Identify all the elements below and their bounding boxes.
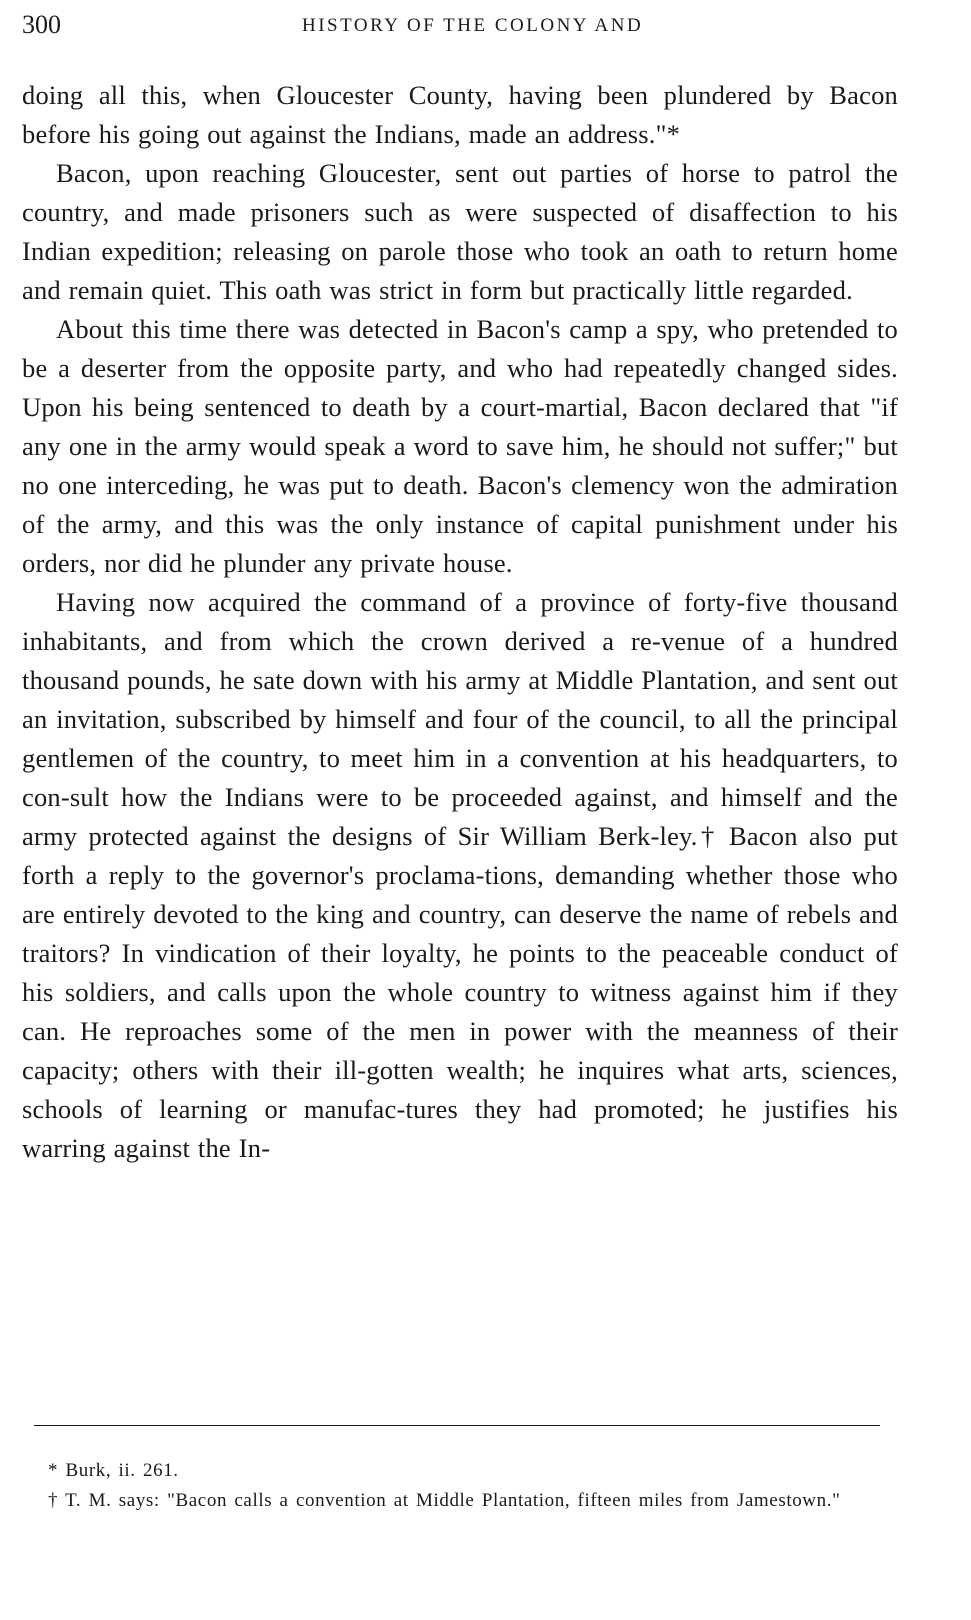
running-head <box>22 8 923 42</box>
paragraph-continuation: doing all this, when Gloucester County, having been plundered by Bacon before his going out against the Indians, made an address."* <box>22 80 898 149</box>
footnote-star: * Burk, ii. 261. <box>48 1460 179 1481</box>
footnote-divider <box>34 1425 880 1426</box>
footnotes <box>22 1456 898 1516</box>
footnote-dagger: † T. M. says: "Bacon calls a convention at Middle Plantation, fifteen miles from Jamestown." <box>48 1490 841 1511</box>
paragraph-patrol: Bacon, upon reaching Gloucester, sent out parties of horse to patrol the country, and made prisoners such as were suspected of disaffection to his Indian expedition; releasing on parole those who took an oath to return home and remain quiet. This oath was strict in form but practically little regarded. <box>22 158 898 305</box>
running-head-title: HISTORY OF THE COLONY AND <box>302 15 644 36</box>
page-number: 300 <box>22 10 61 39</box>
paragraph-convention: Having now acquired the command of a province of forty-five thousand inhabitants, and from which the crown derived a re-venue of a hundred thousand pounds, he sate down with his army at Middle Plantation, and sent out an invitation, subscribed by himself and four of the council, to all the principal gentlemen of the country, to meet him in a convention at his headquarters, to con-sult how the Indians were to be proceeded against, and himself and the army protected against the designs of Sir William Berk-ley.† Bacon also put forth a reply to the governor's proclama-tions, demanding whether those who are entirely devoted to the king and country, can deserve the name of rebels and traitors? In vindication of their loyalty, he points to the peaceable conduct of his soldiers, and calls upon the whole country to witness against him if they can. He reproaches some of the men in power with the meanness of their capacity; others with their ill-gotten wealth; he inquires what arts, sciences, schools of learning or manufac-tures they had promoted; he justifies his warring against the In- <box>22 587 898 1163</box>
paragraph-spy: About this time there was detected in Bacon's camp a spy, who pretended to be a deserter from the opposite party, and who had repeatedly changed sides. Upon his being sentenced to death by a court-martial, Bacon declared that "if any one in the army would speak a word to save him, he should not suffer;" but no one interceding, he was put to death. Bacon's clemency won the admiration of the army, and this was the only instance of capital punishment under his orders, nor did he plunder any private house. <box>22 314 898 578</box>
body-text <box>22 76 898 1168</box>
